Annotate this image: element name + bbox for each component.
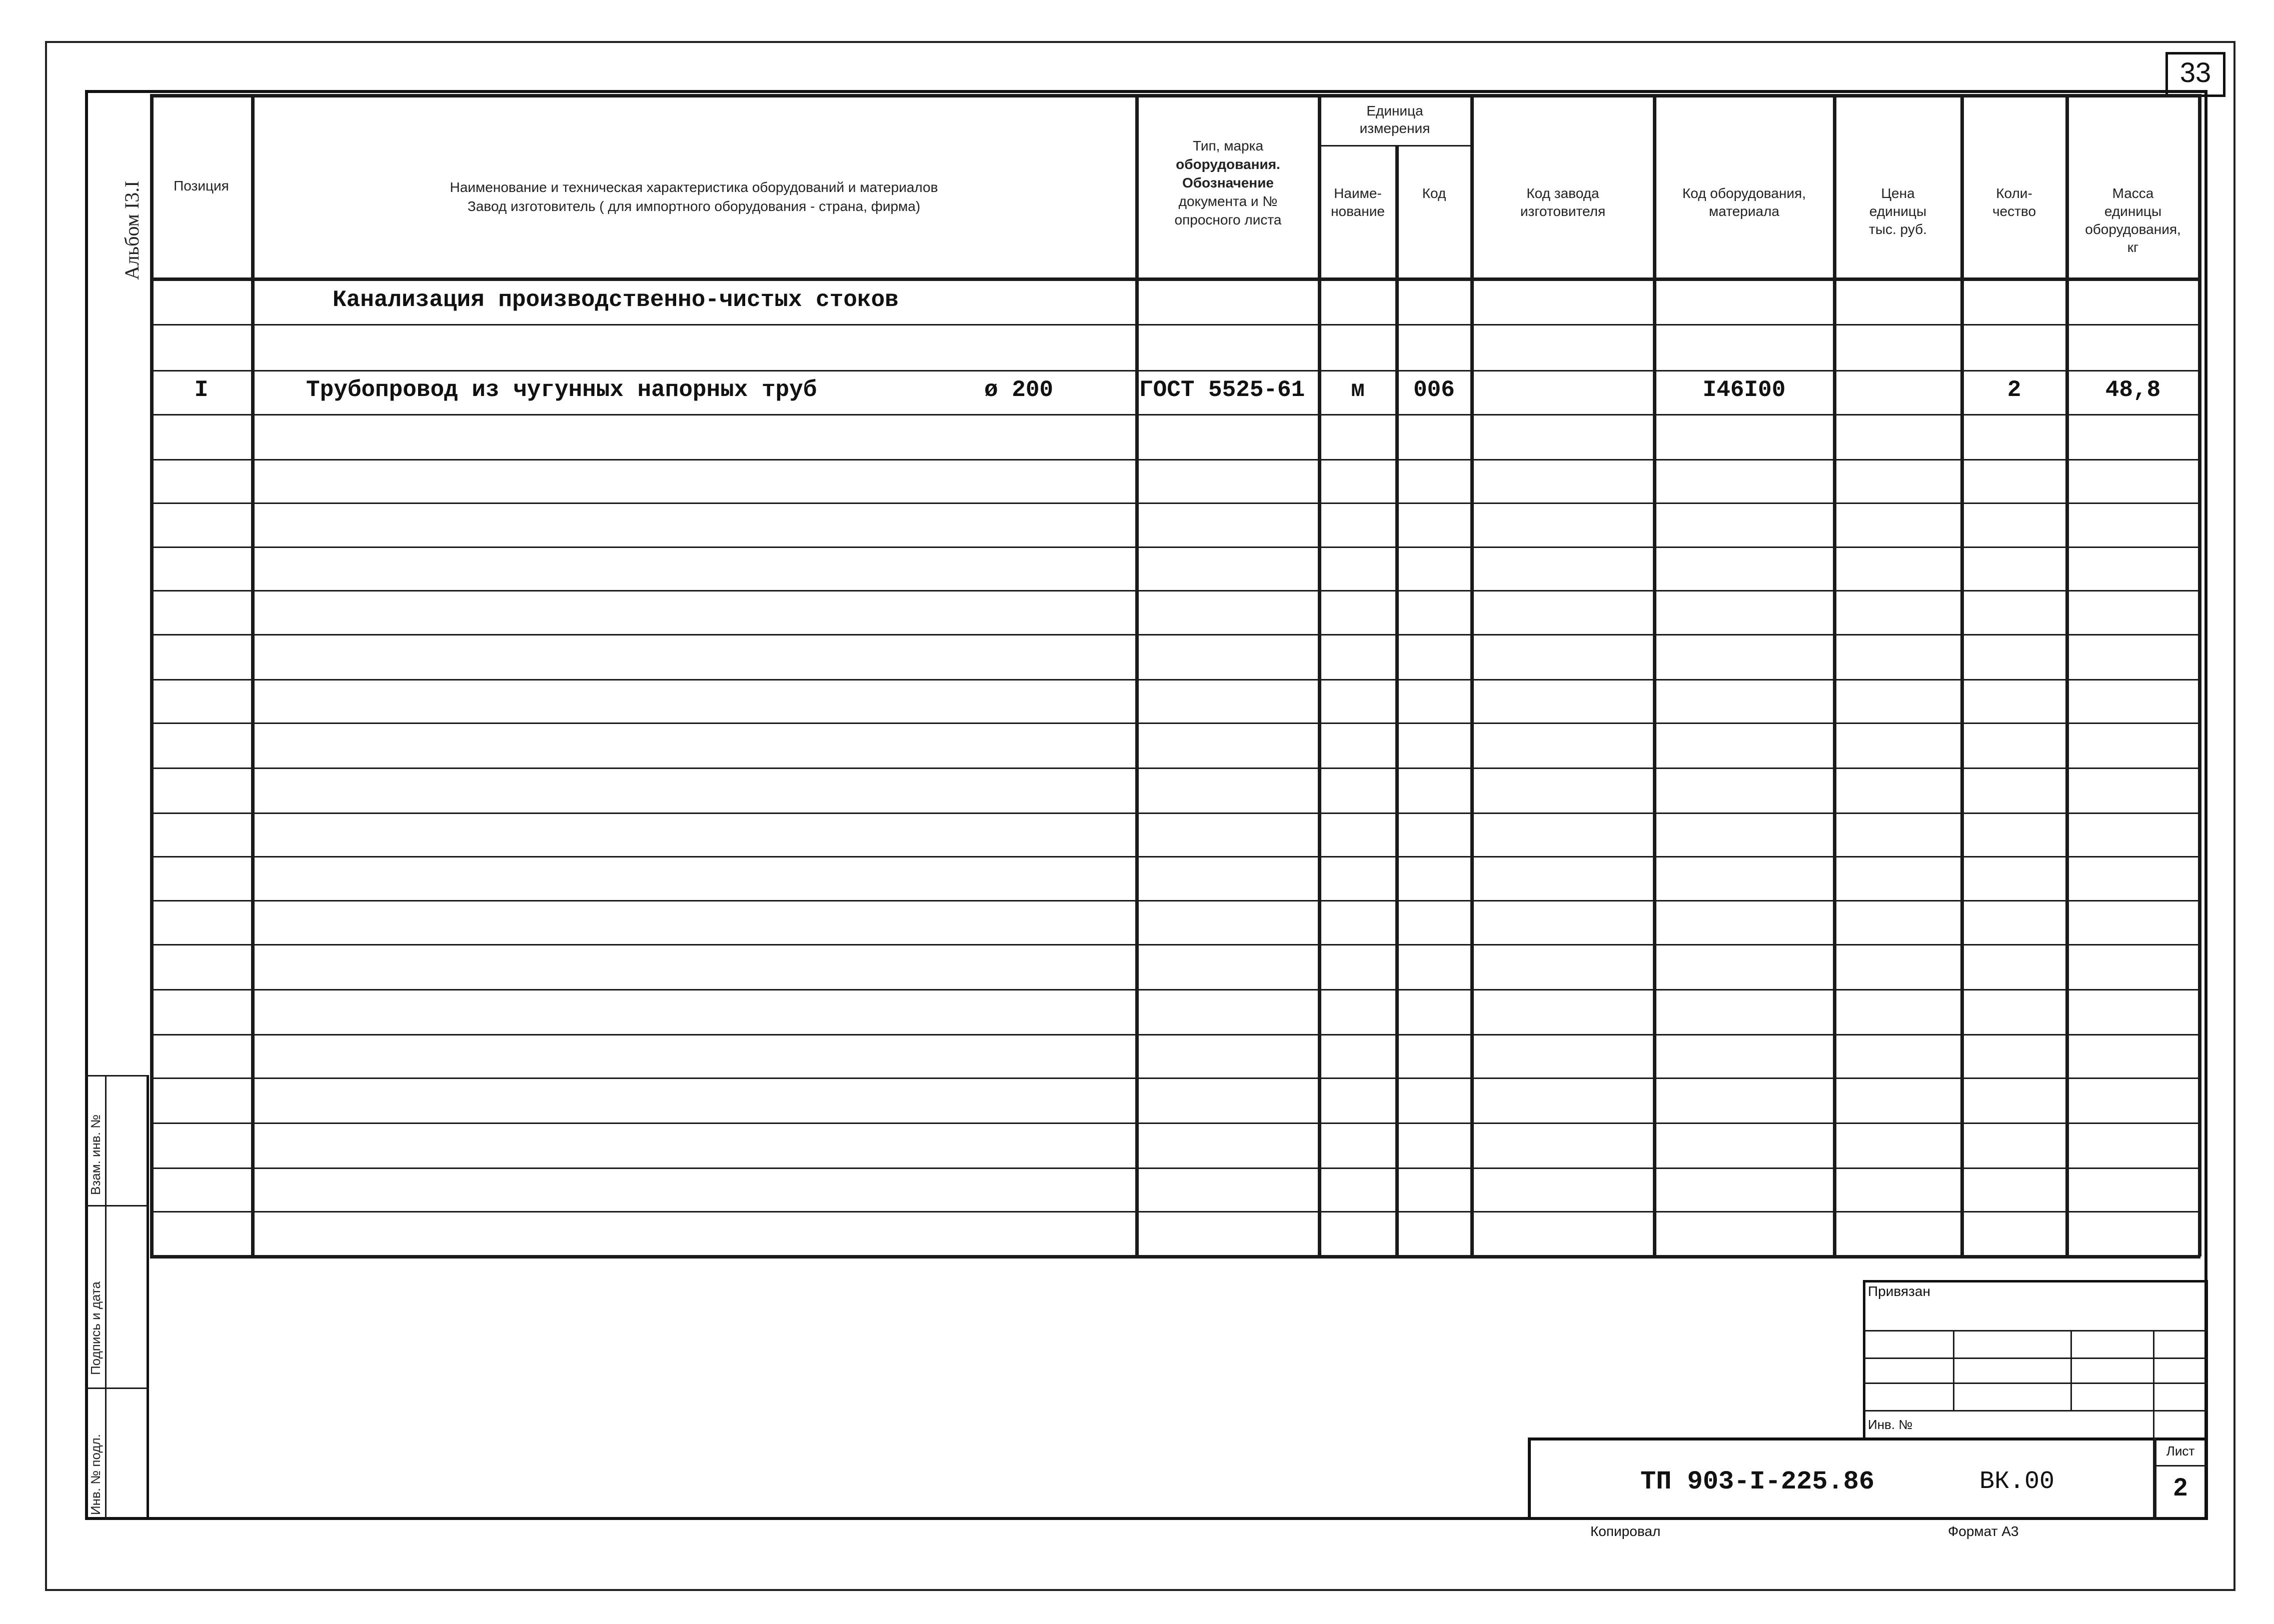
header-equip-code-line1: Код оборудования, xyxy=(1682,186,1806,201)
row-position: I xyxy=(194,377,209,403)
header-type-line4: документа и № xyxy=(1178,194,1278,209)
row-name: Трубопровод из чугунных напорных труб xyxy=(306,377,817,403)
stamp-list-number: 2 xyxy=(2173,1473,2187,1501)
header-unit-group-line1: Единица xyxy=(1366,103,1423,118)
header-price-line2: единицы xyxy=(1869,204,1927,219)
stamp-mark: ВК.00 xyxy=(1979,1468,2055,1496)
header-qty-line2: чество xyxy=(1992,204,2036,219)
header-type-line3: Обозначение xyxy=(1182,175,1274,190)
section-title: Канализация производственно-чистых стоков xyxy=(333,287,899,313)
stamp-doc-code: ТП 903-I-225.86 xyxy=(1640,1467,1875,1496)
header-unit-group-line2: измерения xyxy=(1359,120,1430,136)
header-price-line3: тыс. руб. xyxy=(1869,222,1927,237)
row-quantity: 2 xyxy=(2007,377,2021,403)
row-equip-code: I46I00 xyxy=(1702,377,1786,403)
header-unit-name-line2: нование xyxy=(1331,204,1385,219)
stamp-privyazan-block xyxy=(1863,1280,2208,1440)
row-unit: м xyxy=(1351,377,1365,403)
row-unit-code: 006 xyxy=(1413,377,1455,403)
header-mass-line3: оборудования, xyxy=(2085,222,2181,237)
header-type-line2: оборудования. xyxy=(1176,156,1280,172)
header-position: Позиция xyxy=(174,178,229,194)
footer-format: Формат А3 xyxy=(1948,1524,2019,1539)
row-mass: 48,8 xyxy=(2105,377,2161,403)
stamp-inv-no: Инв. № xyxy=(1868,1417,1913,1432)
header-unit-code: Код xyxy=(1422,186,1446,201)
header-mass-line4: кг xyxy=(2127,240,2139,255)
header-name-line1: Наименование и техническая характеристика оборудований и материалов xyxy=(450,180,938,195)
side-label-inv: Инв. № подл. xyxy=(88,1434,103,1515)
header-qty-line1: Коли- xyxy=(1996,186,2032,201)
header-factory-code-line2: изготовителя xyxy=(1520,204,1606,219)
header-unit-name-line1: Наиме- xyxy=(1334,186,1382,201)
header-mass-line1: Масса xyxy=(2112,186,2154,201)
side-label-vzam: Взам. инв. № xyxy=(88,1114,103,1195)
header-equip-code-line2: материала xyxy=(1709,204,1779,219)
side-label-podpis: Подпись и дата xyxy=(88,1281,103,1375)
header-factory-code-line1: Код завода xyxy=(1526,186,1599,201)
album-label: Альбом I3.I xyxy=(121,180,143,280)
stamp-privyazan: Привязан xyxy=(1868,1284,1930,1299)
header-name-line2: Завод изготовитель ( для импортного оборудования - страна, фирма) xyxy=(467,198,921,214)
row-standard: ГОСТ 5525-61 xyxy=(1139,377,1305,403)
row-diameter: ø 200 xyxy=(984,377,1054,403)
header-price-line1: Цена xyxy=(1881,186,1915,201)
header-type-line5: опросного листа xyxy=(1174,212,1282,228)
header-mass-line2: единицы xyxy=(2104,204,2162,219)
header-type-line1: Тип, марка xyxy=(1192,138,1264,154)
footer-kopiroval: Копировал xyxy=(1590,1524,1661,1539)
sheet-number: 33 xyxy=(2179,56,2211,88)
stamp-list-label: Лист xyxy=(2166,1444,2195,1458)
